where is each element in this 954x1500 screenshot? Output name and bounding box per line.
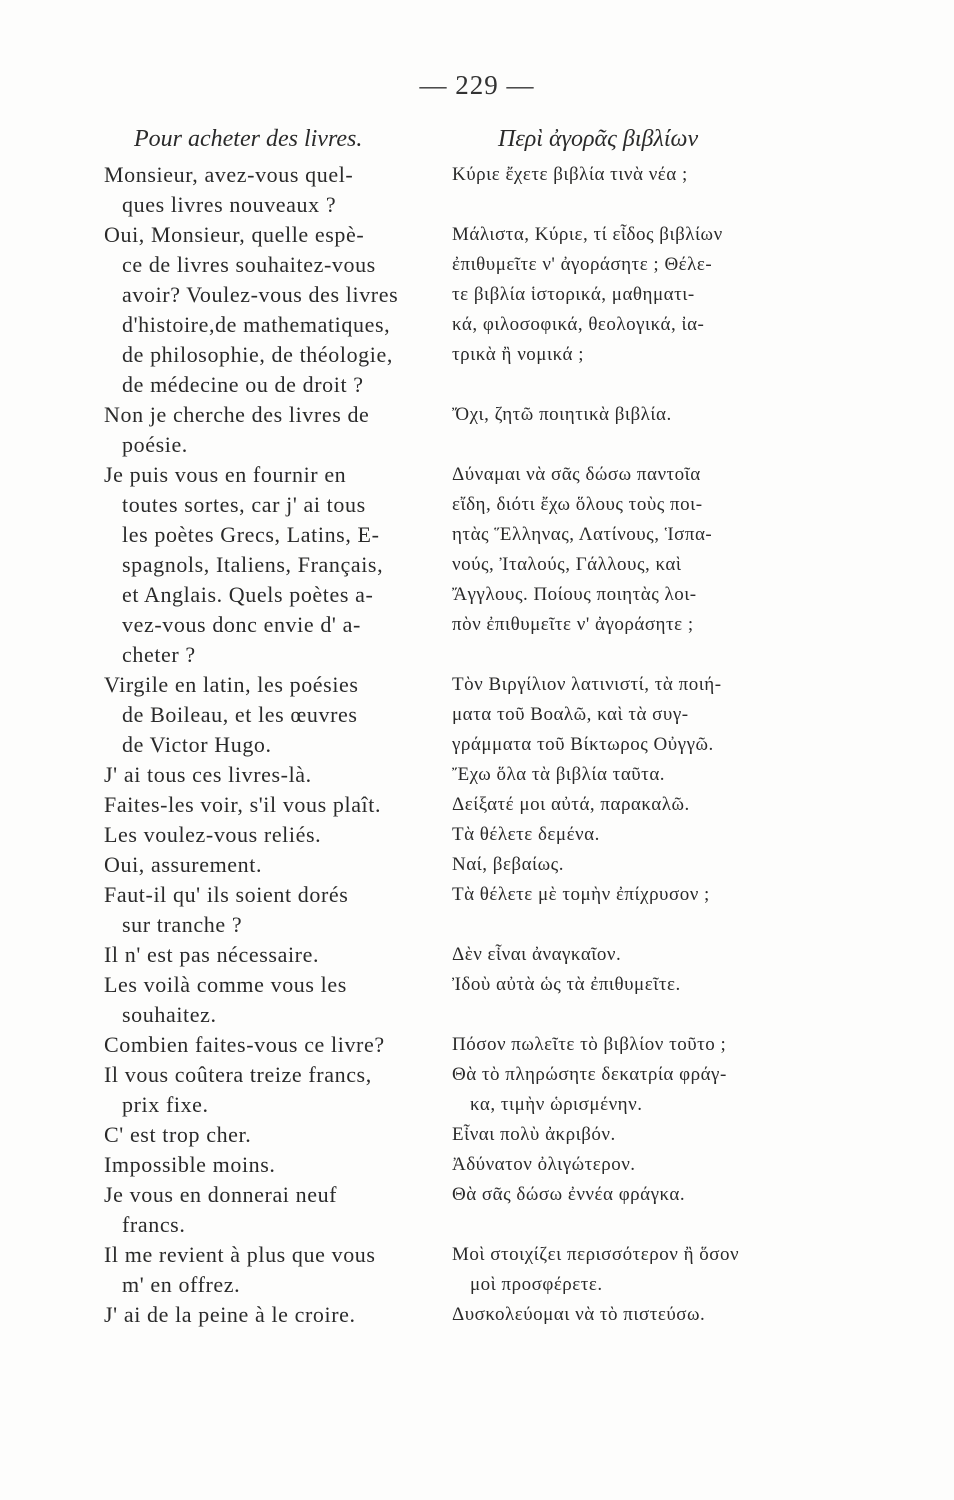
french-text-line: Il n' est pas nécessaire.: [104, 942, 320, 967]
french-text-line: J' ai de la peine à le croire.: [104, 1302, 356, 1327]
greek-text-line: [452, 910, 797, 940]
greek-text-line: [452, 430, 797, 460]
greek-text-line: [452, 1000, 797, 1030]
french-text-line: Virgile en latin, les poésies: [104, 672, 359, 697]
greek-text-line: [452, 190, 797, 220]
greek-text-line: πὸν ἐπιθυμεῖτε ν' ἀγοράσητε ;: [452, 614, 694, 635]
french-text-line: spagnols, Italiens, Français,: [122, 552, 384, 577]
french-text-line: francs.: [122, 1212, 186, 1237]
french-text-line: Combien faites-vous ce livre?: [104, 1032, 385, 1057]
french-text-line: de médecine ou de droit ?: [122, 372, 364, 397]
french-text-line: J' ai tous ces livres-là.: [104, 762, 312, 787]
greek-text-line: Τὸν Βιργίλιον λατινιστί, τὰ ποιή-: [452, 674, 722, 695]
greek-text-line: Θὰ σᾶς δώσω ἐννέα φράγκα.: [452, 1184, 686, 1205]
french-lines: [104, 160, 444, 1330]
greek-text-line: [452, 640, 797, 670]
french-text-line: ques livres nouveaux ?: [122, 192, 337, 217]
french-text-line: Faut-il qu' ils soient dorés: [104, 882, 349, 907]
greek-text-line: Θὰ τὸ πληρώσητε δεκατρία φράγ-: [452, 1064, 727, 1085]
greek-text-line: ητὰς Ἕλληνας, Λατίνους, Ἱσπα-: [452, 524, 713, 545]
greek-text-line: ἐπιθυμεῖτε ν' ἀγοράσητε ; Θέλε-: [452, 254, 713, 275]
greek-text-line: Δὲν εἶναι ἀναγκαῖον.: [452, 944, 622, 965]
french-heading: Pour acheter des livres.: [134, 126, 363, 152]
french-text-line: vez-vous donc envie d' a-: [122, 612, 361, 637]
french-text-line: et Anglais. Quels poètes a-: [122, 582, 374, 607]
greek-text-line: Ἰδοὺ αὐτὰ ὡς τὰ ἐπιθυμεῖτε.: [452, 974, 681, 995]
french-text-line: prix fixe.: [122, 1092, 209, 1117]
greek-text-line: Ἄγγλους. Ποίους ποιητὰς λοι-: [452, 584, 697, 605]
french-text-line: Non je cherche des livres de: [104, 402, 370, 427]
greek-text-line: Μάλιστα, Κύριε, τί εἶδος βιβλίων: [452, 224, 723, 245]
french-text-line: Monsieur, avez-vous quel-: [104, 162, 354, 187]
french-text-line: Oui, assurement.: [104, 852, 263, 877]
greek-text-line: [452, 370, 797, 400]
french-text-line: Les voilà comme vous les: [104, 972, 347, 997]
greek-text-line: μοὶ προσφέρετε.: [470, 1274, 603, 1295]
french-text-line: Faites-les voir, s'il vous plaît.: [104, 792, 382, 817]
greek-text-line: Ναί, βεβαίως.: [452, 854, 564, 875]
french-text-line: sur tranche ?: [122, 912, 243, 937]
french-text-line: Oui, Monsieur, quelle espè-: [104, 222, 365, 247]
french-text-line: C' est trop cher.: [104, 1122, 252, 1147]
french-text-line: les poètes Grecs, Latins, E-: [122, 522, 380, 547]
greek-text-line: εἴδη, διότι ἔχω ὅλους τοὺς ποι-: [452, 494, 703, 515]
french-text-line: toutes sortes, car j' ai tous: [122, 492, 366, 517]
french-text-line: de Boileau, et les œuvres: [122, 702, 358, 727]
french-text-line: souhaitez.: [122, 1002, 217, 1027]
french-text-line: ce de livres souhaitez-vous: [122, 252, 376, 277]
greek-text-line: Ὄχι, ζητῶ ποιητικὰ βιβλία.: [452, 404, 672, 425]
greek-text-line: τρικὰ ἢ νομικά ;: [452, 344, 584, 365]
greek-text-line: κα, τιμὴν ὡρισμένην.: [470, 1094, 643, 1115]
french-text-line: d'histoire,de mathematiques,: [122, 312, 391, 337]
french-text-line: m' en offrez.: [122, 1272, 241, 1297]
french-text-line: Je puis vous en fournir en: [104, 462, 347, 487]
greek-text-line: Τὰ θέλετε δεμένα.: [452, 824, 600, 845]
french-column: [104, 118, 444, 1330]
french-text-line: Les voulez-vous reliés.: [104, 822, 322, 847]
greek-text-line: Δυσκολεύομαι νὰ τὸ πιστεύσω.: [452, 1304, 706, 1325]
page-number: — 229 —: [419, 70, 535, 100]
french-text-line: Il me revient à plus que vous: [104, 1242, 376, 1267]
greek-text-line: τε βιβλία ἱστορικά, μαθηματι-: [452, 284, 695, 305]
french-text-line: de Victor Hugo.: [122, 732, 272, 757]
greek-column: [452, 118, 797, 1330]
greek-text-line: Μοὶ στοιχίζει περισσότερον ἢ ὅσον: [452, 1244, 740, 1265]
french-text-line: avoir? Voulez-vous des livres: [122, 282, 399, 307]
greek-text-line: Εἶναι πολὺ ἀκριβόν.: [452, 1124, 616, 1145]
greek-text-line: Δύναμαι νὰ σᾶς δώσω παντοῖα: [452, 464, 701, 485]
french-text-line: Impossible moins.: [104, 1152, 276, 1177]
french-text-line: Il vous coûtera treize francs,: [104, 1062, 372, 1087]
greek-text-line: Ἀδύνατον ὀλιγώτερον.: [452, 1154, 636, 1175]
greek-text-line: [452, 1210, 797, 1240]
greek-heading: Περὶ ἀγορᾶς βιβλίων: [498, 126, 699, 152]
greek-text-line: ματα τοῦ Βοαλῶ, καὶ τὰ συγ-: [452, 704, 689, 725]
greek-text-line: Κύριε ἔχετε βιβλία τινὰ νέα ;: [452, 164, 688, 185]
greek-text-line: Δείξατέ μοι αὐτά, παρακαλῶ.: [452, 794, 690, 815]
french-text-line: cheter ?: [122, 642, 196, 667]
greek-text-line: Ἔχω ὅλα τὰ βιβλία ταῦτα.: [452, 764, 666, 785]
french-text-line: de philosophie, de théologie,: [122, 342, 393, 367]
greek-text-line: Τὰ θέλετε μὲ τομὴν ἐπίχρυσον ;: [452, 884, 710, 905]
greek-text-line: κά, φιλοσοφικά, θεολογικά, ἰα-: [452, 314, 705, 335]
greek-lines: [452, 160, 797, 1330]
greek-text-line: νούς, Ἰταλούς, Γάλλους, καὶ: [452, 554, 682, 575]
french-text-line: poésie.: [122, 432, 188, 457]
greek-text-line: γράμματα τοῦ Βίκτωρος Οὐγγῶ.: [452, 734, 714, 755]
greek-text-line: Πόσον πωλεῖτε τὸ βιβλίον τοῦτο ;: [452, 1034, 727, 1055]
french-text-line: Je vous en donnerai neuf: [104, 1182, 338, 1207]
